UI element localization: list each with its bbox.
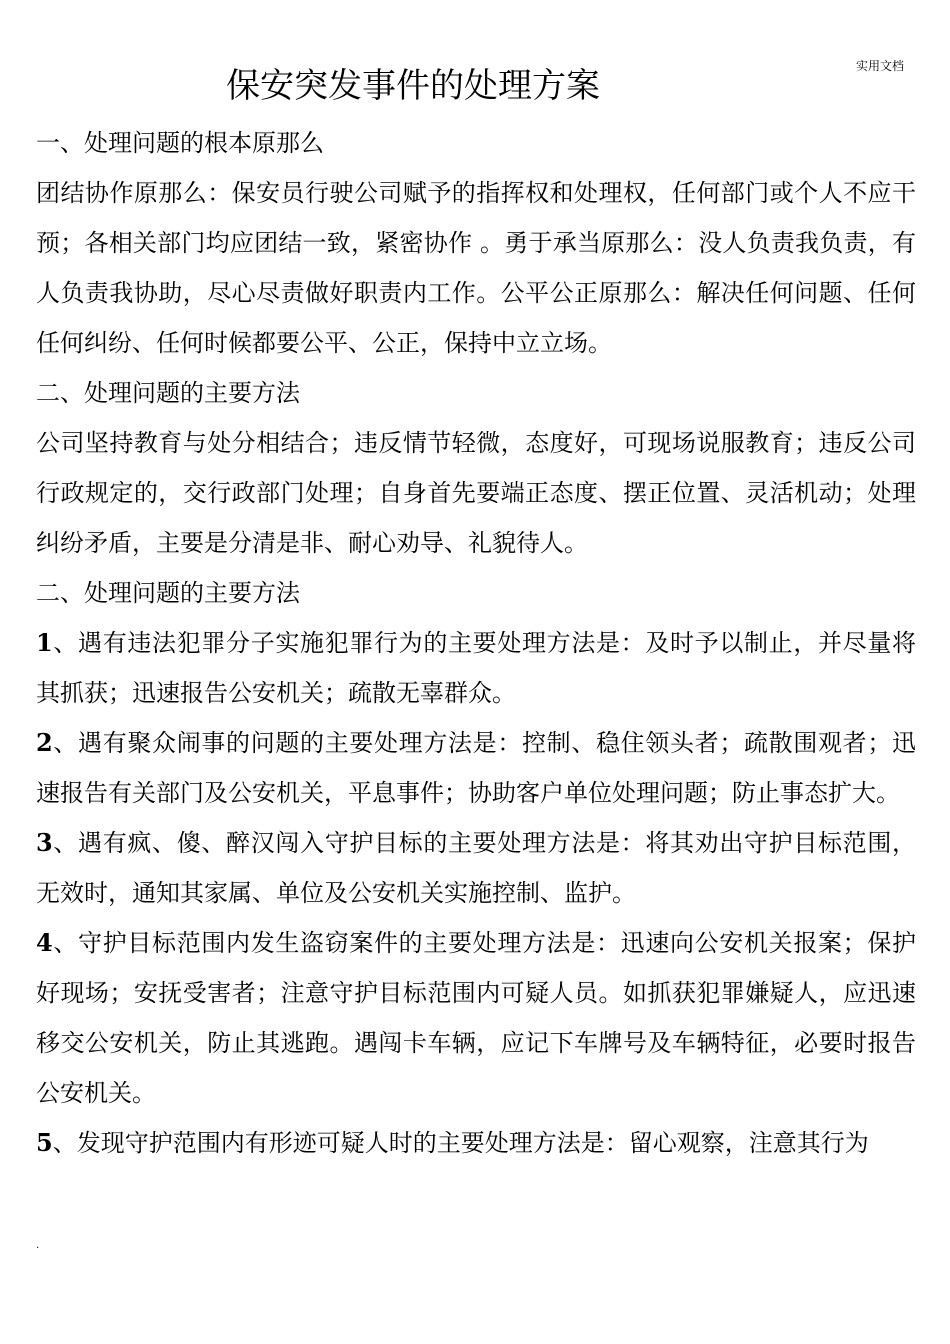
document-body [36, 118, 916, 1168]
list-item-text: 、遇有疯、傻、醉汉闯入守护目标的主要处理方法是：将其劝出守护目标范围，无效时，通知其家属、单位及公安机关实施控制、监护。 [36, 829, 916, 907]
list-item-text: 、发现守护范围内有形迹可疑人时的主要处理方法是：留心观察，注意其行为 [52, 1129, 869, 1157]
list-item-number: 5 [36, 1128, 53, 1157]
footer-mark: . [36, 1240, 40, 1251]
section-heading-methods: 二、处理问题的主要方法 [36, 379, 300, 407]
list-item [36, 718, 916, 818]
document-title: 保安突发事件的处理方案 [226, 66, 600, 106]
list-item-number: 3 [36, 828, 53, 857]
list-item-text: 、遇有违法犯罪分子实施犯罪行为的主要处理方法是：及时予以制止，并尽量将其抓获；迅速报告公安机关；疏散无辜群众。 [36, 629, 916, 707]
list-item-number: 1 [36, 628, 53, 657]
list-item [36, 618, 916, 718]
list-item [36, 918, 916, 1118]
methods-paragraph: 公司坚持教育与处分相结合；违反情节轻微，态度好，可现场说服教育；违反公司行政规定的，交行政部门处理；自身首先要端正态度、摆正位置、灵活机动；处理纠纷矛盾，主要是分清是非、耐心劝导、礼貌待人。 [36, 429, 916, 557]
list-item-number: 2 [36, 728, 53, 757]
list-item-text: 、遇有聚众闹事的问题的主要处理方法是：控制、稳住领头者；疏散围观者；迅速报告有关部门及公安机关，平息事件；协助客户单位处理问题；防止事态扩大。 [36, 729, 916, 807]
header-note: 实用文档 [856, 59, 905, 73]
list-item [36, 1118, 916, 1168]
list-item-text: 、守护目标范围内发生盗窃案件的主要处理方法是：迅速向公安机关报案；保护好现场；安抚受害者；注意守护目标范围内可疑人员。如抓获犯罪嫌疑人，应迅速移交公安机关，防止其逃跑。遇闯卡车辆，应记下车牌号及车辆特征，必要时报告公安机关。 [36, 929, 916, 1107]
principles-paragraph: 团结协作原那么：保安员行驶公司赋予的指挥权和处理权，任何部门或个人不应干预；各相关部门均应团结一致，紧密协作 。勇于承当原那么：没人负责我负责，有人负责我协助，尽心尽责做好职责内工作。公平公正原那么：解决任何问题、任何任何纠纷、任何时候都要公平、公正，保持中立立场。 [36, 179, 916, 357]
list-item-number: 4 [36, 928, 53, 957]
section-heading-methods-repeat: 二、处理问题的主要方法 [36, 579, 300, 607]
list-item [36, 818, 916, 918]
section-heading-principles: 一、处理问题的根本原那么 [36, 129, 324, 157]
